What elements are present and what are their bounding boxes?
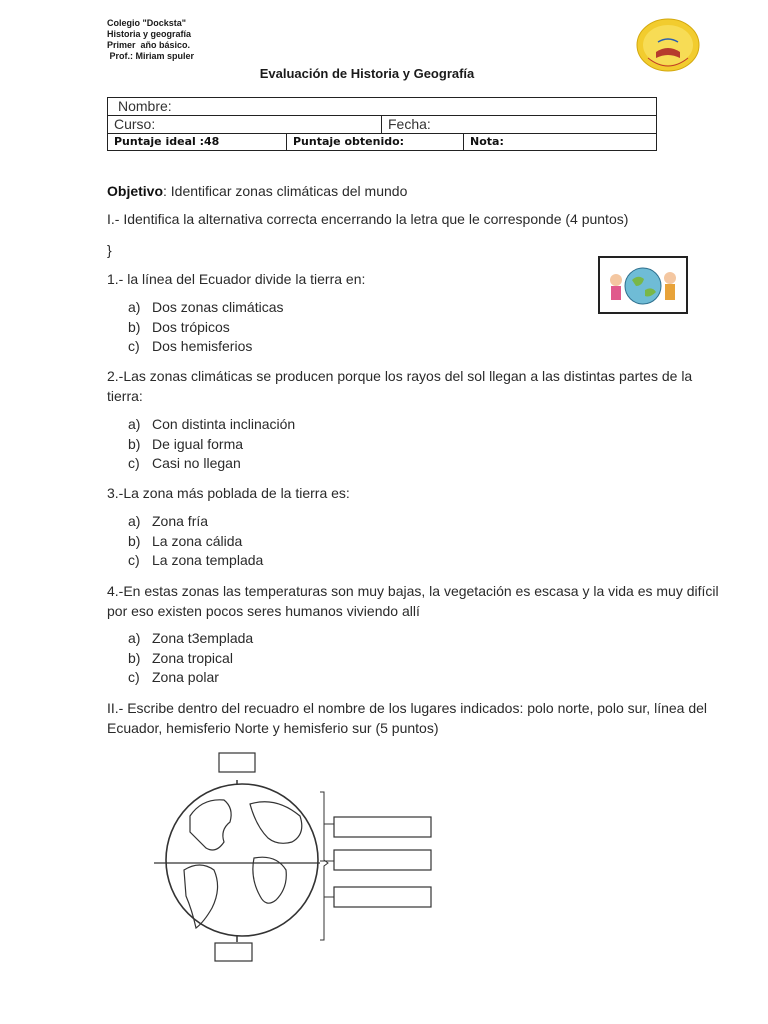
grade-level: Primer año básico. — [107, 40, 191, 50]
stray-brace: } — [107, 242, 112, 258]
option-letter[interactable]: b) — [128, 532, 141, 549]
question-1-options — [128, 298, 284, 357]
option-text: Dos trópicos — [152, 318, 230, 335]
option-row[interactable] — [128, 415, 295, 435]
option-letter[interactable]: b) — [128, 318, 141, 335]
option-text: Con distinta inclinación — [152, 416, 296, 432]
option-row[interactable] — [128, 532, 263, 552]
globe-icon — [166, 784, 318, 936]
question-2: 2.-Las zonas climáticas se producen porque los rayos del sol llegan a las distintas partes de la tierra: — [107, 368, 693, 404]
grade-field[interactable]: Nota: — [463, 134, 656, 150]
page-title: Evaluación de Historia y Geografía — [259, 66, 475, 81]
option-letter[interactable]: b) — [128, 649, 141, 666]
answer-box-top — [219, 753, 255, 772]
question-3: 3.-La zona más poblada de la tierra es: — [107, 485, 350, 501]
option-text: Zona tropical — [152, 649, 233, 666]
option-letter[interactable]: a) — [128, 513, 141, 529]
globe-diagram — [150, 750, 450, 965]
option-text: De igual forma — [152, 435, 244, 452]
option-text: Dos zonas climáticas — [152, 299, 284, 315]
option-letter[interactable]: c) — [128, 669, 140, 685]
date-field[interactable]: Fecha: — [381, 116, 656, 133]
school-info — [107, 18, 194, 62]
question-2-options — [128, 415, 295, 474]
option-letter[interactable]: c) — [128, 455, 140, 471]
question-3-options — [128, 512, 263, 571]
option-row[interactable] — [128, 435, 295, 455]
children-globe-image — [598, 256, 688, 314]
option-row[interactable] — [128, 668, 253, 688]
course-field[interactable]: Curso: — [114, 116, 156, 132]
option-row[interactable] — [128, 318, 284, 338]
option-letter[interactable]: c) — [128, 552, 140, 568]
question-1: 1.- la línea del Ecuador divide la tierra en: — [107, 271, 366, 287]
answer-box-south-hemisphere — [334, 887, 431, 907]
teacher-name: Prof.: Miriam spuler — [107, 51, 195, 61]
question-4-options — [128, 629, 253, 688]
school-logo — [636, 18, 700, 72]
option-row[interactable] — [128, 337, 284, 357]
info-row-course — [108, 116, 656, 134]
option-letter[interactable]: b) — [128, 435, 141, 452]
answer-box-bottom — [215, 943, 252, 961]
subject-name: Historia y geografía — [107, 29, 192, 39]
option-letter[interactable]: c) — [128, 338, 140, 354]
answer-box-equator — [334, 850, 431, 870]
section1-instruction: I.- Identifica la alternativa correcta encerrando la letra que le corresponde (4 puntos) — [107, 211, 629, 227]
option-text: La zona templada — [152, 552, 264, 568]
option-text: Zona t3emplada — [152, 630, 254, 646]
objective-text: : Identificar zonas climáticas del mundo — [163, 183, 408, 199]
option-text: Zona fría — [152, 513, 209, 529]
option-text: Casi no llegan — [152, 455, 241, 471]
question-4: 4.-En estas zonas las temperaturas son muy bajas, la vegetación es escasa y la vida es muy difícil por eso existen pocos seres humanos viviendo allí — [107, 583, 719, 619]
student-info-table — [107, 97, 657, 151]
ideal-score: Puntaje ideal :48 — [114, 135, 220, 148]
option-row[interactable] — [128, 629, 253, 649]
option-text: Dos hemisferios — [152, 338, 253, 354]
option-letter[interactable]: a) — [128, 416, 141, 432]
option-row[interactable] — [128, 298, 284, 318]
option-letter[interactable]: a) — [128, 630, 141, 646]
option-row[interactable] — [128, 649, 253, 669]
objective — [107, 181, 407, 201]
info-row-score — [108, 134, 656, 150]
option-row[interactable] — [128, 454, 295, 474]
school-name: Colegio "Docksta" — [107, 18, 187, 28]
objective-label: Objetivo — [107, 183, 164, 199]
info-row-name — [108, 98, 656, 116]
answer-box-north-hemisphere — [334, 817, 431, 837]
option-row[interactable] — [128, 512, 263, 532]
option-row[interactable] — [128, 551, 263, 571]
option-letter[interactable]: a) — [128, 299, 141, 315]
section2-instruction: II.- Escribe dentro del recuadro el nombre de los lugares indicados: polo norte, polo sur, línea del Ecuador, hemisferio Norte y hemisferio sur (5 puntos) — [107, 700, 708, 736]
obtained-score-field[interactable]: Puntaje obtenido: — [286, 134, 463, 150]
option-text: La zona cálida — [152, 532, 243, 549]
option-text: Zona polar — [152, 669, 219, 685]
name-field[interactable]: Nombre: — [118, 98, 172, 114]
